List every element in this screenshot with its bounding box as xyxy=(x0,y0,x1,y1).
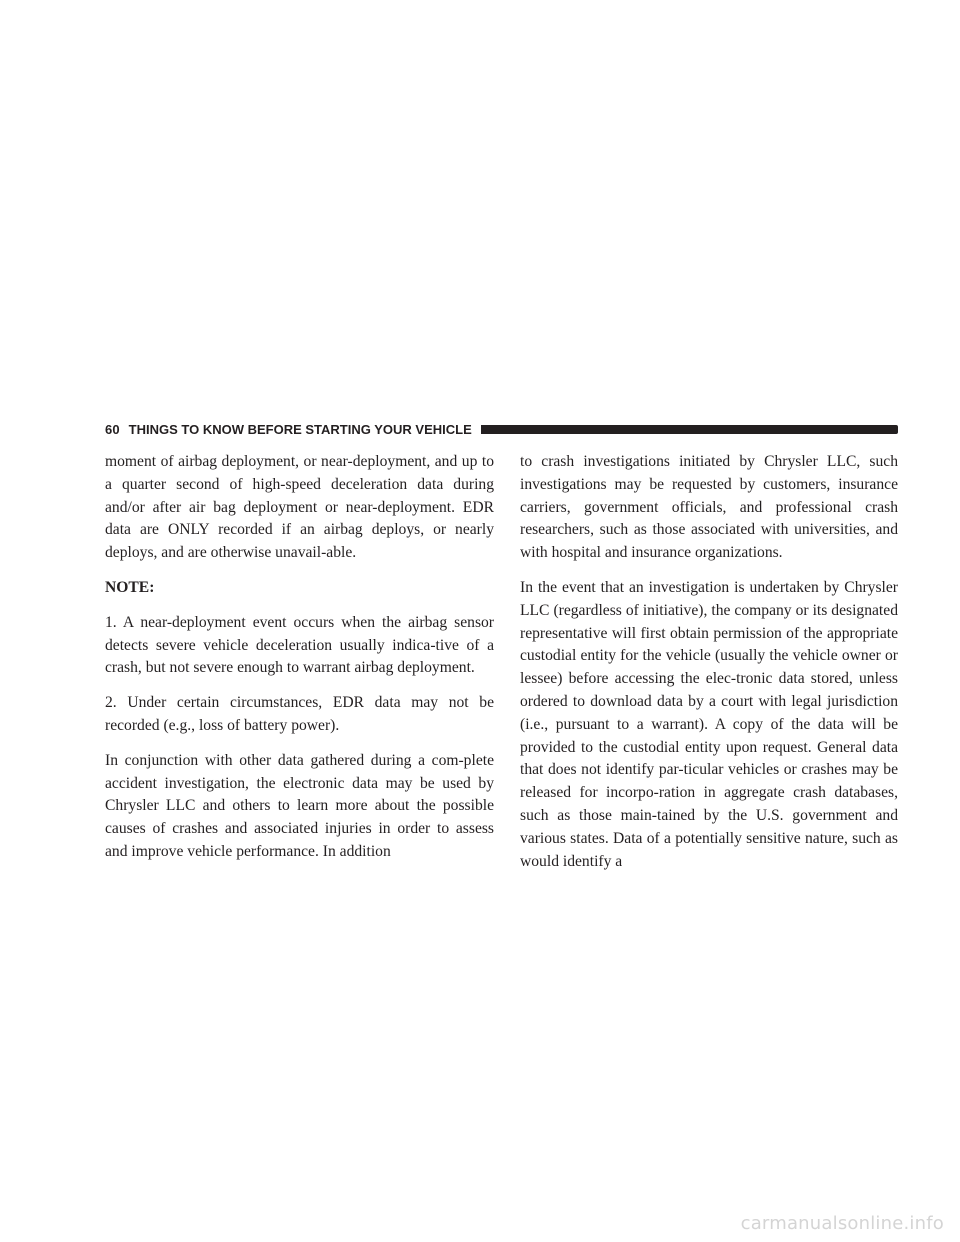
note-heading: NOTE: xyxy=(105,578,155,596)
right-paragraph-2: In the event that an investigation is undertaken by Chrysler LLC (regardless of initiative), the company or its designated representative will first obtain permission of the appropriate custodial entity for the vehicle (usually the vehicle owner or lessee) before accessing the elec-tronic data stored, unless ordered to download data by a court with legal jurisdiction (i.e., pursuant to a warrant). A copy of the data will be provided to the custodial entity upon request. General data that does not identify par-ticular vehicles or crashes may be released for incorpo-ration in aggregate crash databases, such as those main-tained by the U.S. government and various states. Data of a potentially sensitive nature, such as would identify a xyxy=(520,578,898,870)
right-column xyxy=(520,451,898,885)
right-paragraph-1: to crash investigations initiated by Chrysler LLC, such investigations may be requested by customers, insurance carriers, government officials, and professional crash researchers, such as those associated with universities, and with hospital and insurance organizations. xyxy=(520,453,898,562)
page-number: 60 xyxy=(105,421,120,437)
left-paragraph-2: In conjunction with other data gathered during a com-plete accident investigation, the electronic data may be used by Chrysler LLC and others to learn more about the possible causes of crashes and associated injuries in order to assess and improve vehicle performance. In addition xyxy=(105,751,494,860)
watermark-link[interactable]: carmanualsonline.info xyxy=(740,1213,944,1234)
page-header xyxy=(105,420,898,438)
left-column xyxy=(105,451,494,876)
header-rule xyxy=(481,425,898,434)
note-item-1: 1. A near-deployment event occurs when the airbag sensor detects severe vehicle deceleration usually indica-tive of a crash, but not severe enough to warrant airbag deployment. xyxy=(105,613,494,677)
note-item-2: 2. Under certain circumstances, EDR data may not be recorded (e.g., loss of battery power). xyxy=(105,694,494,734)
left-paragraph-1: moment of airbag deployment, or near-deployment, and up to a quarter second of high-speed deceleration data during and/or after air bag deployment or near-deployment. EDR data are ONLY recorded if an airbag deploys, or nearly deploys, and are otherwise unavail-able. xyxy=(105,453,494,562)
section-title: THINGS TO KNOW BEFORE STARTING YOUR VEHICLE xyxy=(128,421,472,437)
